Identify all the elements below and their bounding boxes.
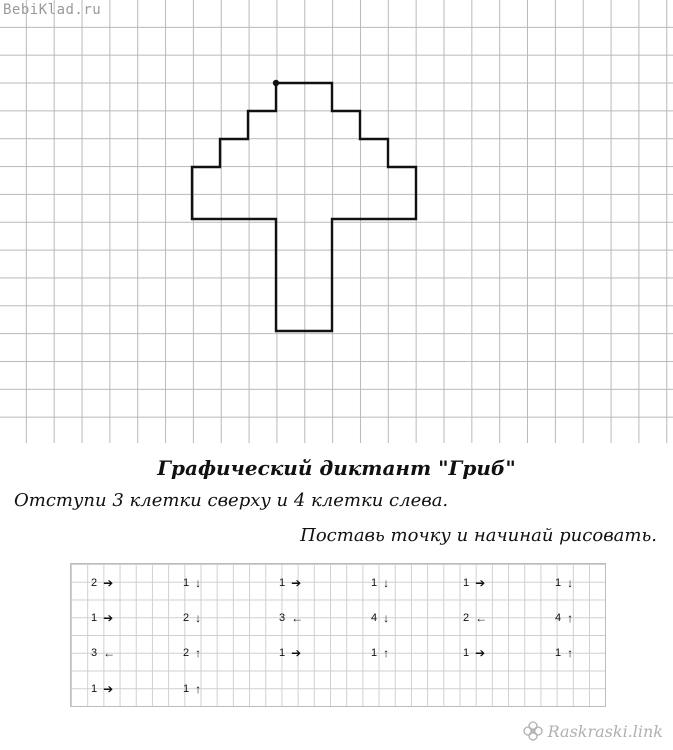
dictation-step	[279, 644, 301, 662]
dictation-step	[463, 574, 485, 592]
arrow-up-icon: ↑	[195, 646, 202, 660]
arrow-up-icon: ↑	[567, 646, 574, 660]
dictation-step	[463, 644, 485, 662]
dictation-step	[183, 574, 201, 592]
dictation-step	[91, 609, 113, 627]
step-count: 2	[91, 577, 98, 589]
watermark-bottom	[522, 720, 663, 742]
arrow-right-icon: ➔	[291, 576, 302, 590]
step-count: 2	[183, 647, 190, 659]
step-count: 4	[555, 612, 562, 624]
arrow-down-icon: ↓	[383, 576, 390, 590]
dictation-step	[555, 644, 573, 662]
arrow-up-icon: ↑	[195, 682, 202, 696]
step-count: 1	[183, 577, 190, 589]
dictation-step	[183, 680, 201, 698]
step-count: 1	[555, 647, 562, 659]
dictation-step	[371, 644, 389, 662]
watermark-top: BebiKlad.ru	[3, 2, 102, 18]
step-count: 1	[279, 577, 286, 589]
arrow-down-icon: ↓	[383, 611, 390, 625]
arrow-down-icon: ↓	[195, 611, 202, 625]
step-count: 1	[279, 647, 286, 659]
dictation-step	[91, 574, 113, 592]
arrow-right-icon: ➔	[475, 576, 486, 590]
step-count: 4	[371, 612, 378, 624]
arrow-right-icon: ➔	[103, 682, 114, 696]
step-count: 1	[91, 683, 98, 695]
dictation-step	[279, 609, 303, 627]
mushroom-outline	[192, 83, 416, 331]
dictation-step	[183, 609, 201, 627]
step-count: 1	[463, 647, 470, 659]
instruction-2: Поставь точку и начинай рисовать.	[300, 525, 657, 546]
arrow-up-icon: ↑	[383, 646, 390, 660]
dictation-step	[555, 574, 573, 592]
dictation-step	[279, 574, 301, 592]
dictation-step	[91, 680, 113, 698]
step-count: 1	[371, 647, 378, 659]
arrow-right-icon: ➔	[475, 646, 486, 660]
step-count: 3	[91, 647, 98, 659]
arrow-right-icon: ➔	[103, 576, 114, 590]
flower-icon	[522, 720, 544, 742]
dictation-step	[371, 574, 389, 592]
step-count: 1	[183, 683, 190, 695]
dictation-step	[183, 644, 201, 662]
dictation-step	[555, 609, 573, 627]
step-count: 2	[463, 612, 470, 624]
page-title: Графический диктант "Гриб"	[157, 456, 516, 480]
dictation-step	[371, 609, 389, 627]
start-dot	[273, 80, 279, 86]
arrow-right-icon: ➔	[291, 646, 302, 660]
step-count: 3	[279, 612, 286, 624]
arrow-left-icon: ←	[291, 611, 304, 625]
arrow-down-icon: ↓	[567, 576, 574, 590]
arrow-right-icon: ➔	[103, 611, 114, 625]
step-count: 1	[91, 612, 98, 624]
instruction-1: Отступи 3 клетки сверху и 4 клетки слева.	[14, 490, 449, 511]
step-count: 1	[463, 577, 470, 589]
step-count: 2	[183, 612, 190, 624]
dictation-table	[70, 563, 606, 707]
step-count: 1	[371, 577, 378, 589]
step-count: 1	[555, 577, 562, 589]
watermark-bottom-text: Raskraski.link	[547, 721, 663, 741]
arrow-left-icon: ←	[475, 611, 488, 625]
dictation-step	[463, 609, 487, 627]
dictation-step	[91, 644, 115, 662]
arrow-up-icon: ↑	[567, 611, 574, 625]
arrow-down-icon: ↓	[195, 576, 202, 590]
arrow-left-icon: ←	[103, 646, 116, 660]
